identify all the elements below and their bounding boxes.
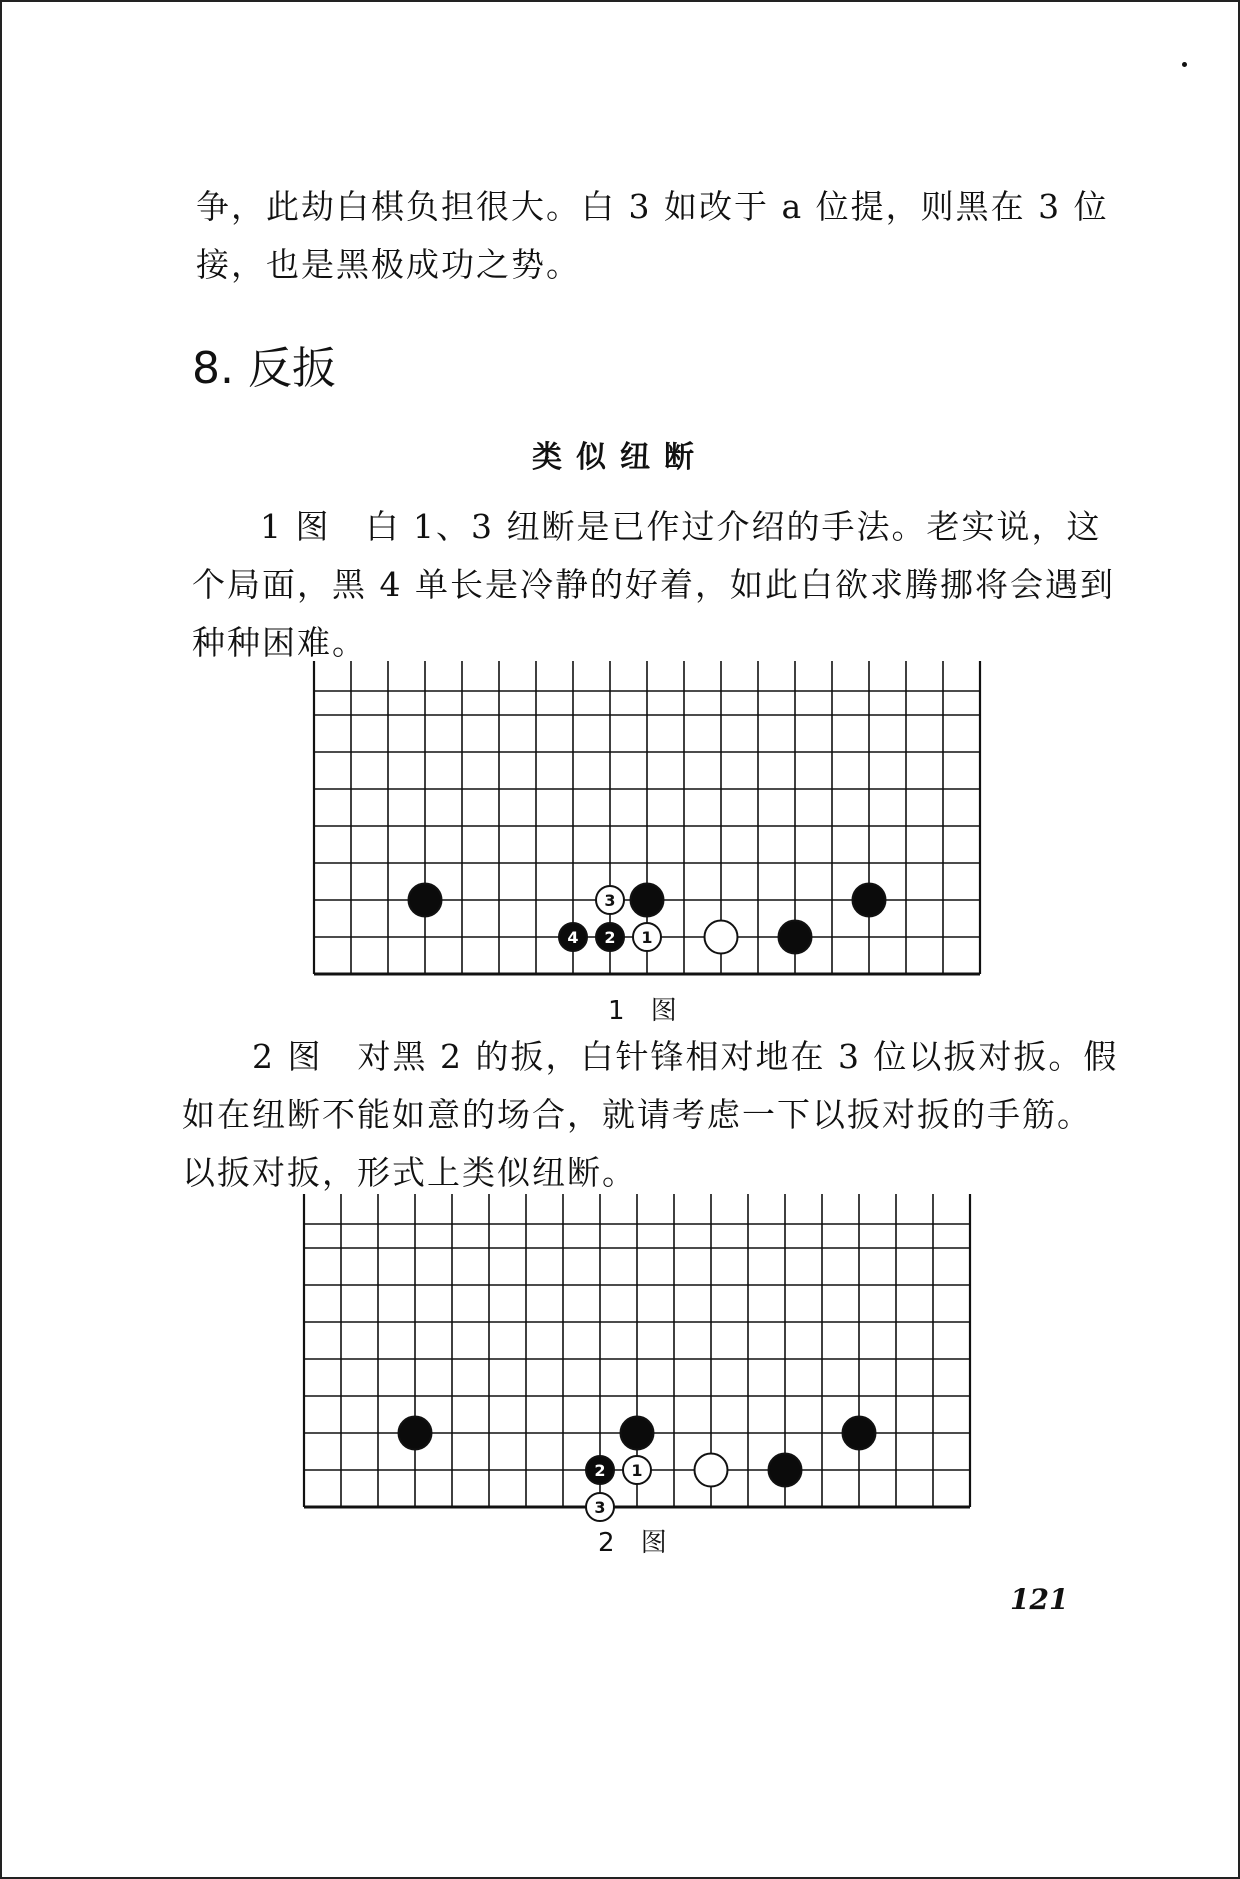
figure2-description [182, 1028, 1118, 1202]
scan-speck [1182, 62, 1187, 67]
black-stone [399, 1417, 432, 1450]
text-line: 接，也是黑极成功之势。 [196, 245, 581, 284]
stone-label: 3 [594, 1498, 606, 1517]
section-title: 8. 反扳 [192, 343, 336, 394]
stone-label: 1 [641, 928, 653, 947]
intro-paragraph [196, 178, 1109, 294]
white-stone-1 [633, 923, 661, 951]
page-number: 121 [1010, 1583, 1069, 1616]
text-line: 种种困难。 [192, 623, 367, 662]
subsection-title: 类似纽断 [532, 440, 708, 475]
black-stone-4 [559, 923, 587, 951]
go-board-figure-2 [290, 1188, 990, 1528]
white-stone-1 [623, 1456, 651, 1484]
stone-label: 2 [604, 928, 616, 947]
text-line: 2 图 对黑 2 的扳，白针锋相对地在 3 位以扳对扳。假 [252, 1037, 1119, 1076]
white-stone-3 [586, 1493, 614, 1521]
figure1-caption: 1 图 [608, 996, 677, 1026]
black-stone-2 [596, 923, 624, 951]
stone-label: 1 [631, 1461, 643, 1480]
text-line: 如在纽断不能如意的场合，就请考虑一下以扳对扳的手筋。 [182, 1095, 1092, 1134]
white-stone [705, 921, 738, 954]
figure2-caption: 2 图 [598, 1528, 667, 1558]
text-line: 个局面，黑 4 单长是冷静的好着，如此白欲求腾挪将会遇到 [192, 565, 1115, 604]
stone-label: 2 [594, 1461, 606, 1480]
black-stone [621, 1417, 654, 1450]
white-stone-3 [596, 886, 624, 914]
black-stone [769, 1454, 802, 1487]
black-stone [409, 884, 442, 917]
black-stone [631, 884, 664, 917]
text-line: 争，此劫白棋负担很大。白 3 如改于 a 位提，则黑在 3 位 [196, 187, 1109, 226]
black-stone [853, 884, 886, 917]
text-line: 1 图 白 1、3 纽断是已作过介绍的手法。老实说，这 [260, 507, 1102, 546]
black-stone-2 [586, 1456, 614, 1484]
white-stone [695, 1454, 728, 1487]
stone-label: 3 [604, 891, 616, 910]
stone-label: 4 [567, 928, 579, 947]
black-stone [843, 1417, 876, 1450]
figure1-description [192, 498, 1115, 672]
black-stone [779, 921, 812, 954]
go-board-figure-1 [300, 655, 1000, 995]
text-line: 以扳对扳，形式上类似纽断。 [182, 1153, 637, 1192]
